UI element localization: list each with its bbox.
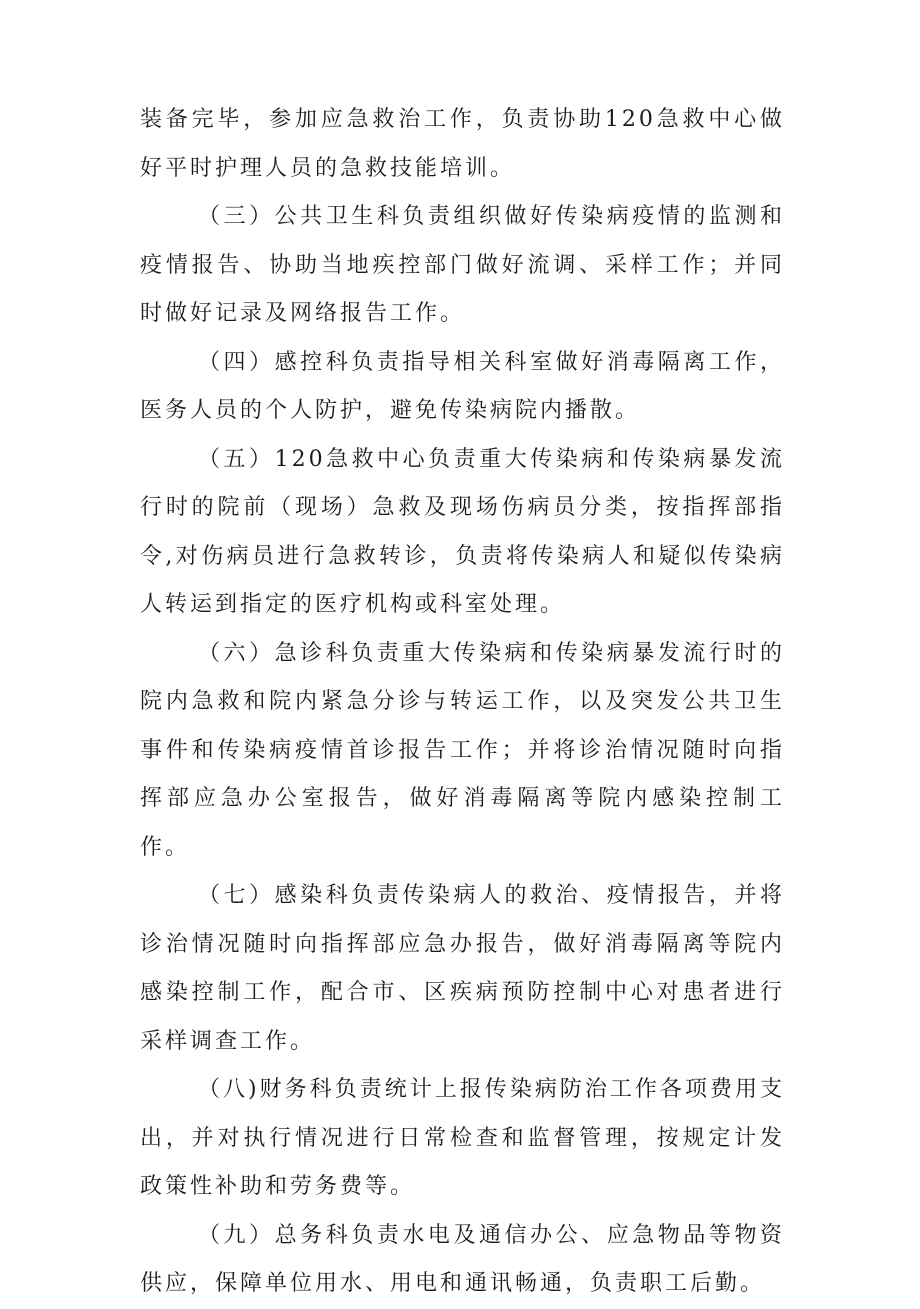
paragraph-general-affairs: （九）总务科负责水电及通信办公、应急物品等物资供应，保障单位用水、用电和通讯畅通，负责职工后勤。: [140, 1222, 785, 1296]
paragraph-continued: 装备完毕，参加应急救治工作，负责协助120急救中心做好平时护理人员的急救技能培训。: [140, 107, 785, 181]
paragraph-emergency-center: （五）120急救中心负责重大传染病和传染病暴发流行时的院前（现场）急救及现场伤病员分类，按指挥部指令,对伤病员进行急救转诊，负责将传染病人和疑似传染病人转运到指定的医疗机构或科室处理。: [140, 446, 785, 617]
paragraph-infection-control: （四）感控科负责指导相关科室做好消毒隔离工作，医务人员的个人防护，避免传染病院内播散。: [140, 349, 785, 423]
paragraph-finance: （八)财务科负责统计上报传染病防治工作各项费用支出，并对执行情况进行日常检查和监督管理，按规定计发政策性补助和劳务费等。: [140, 1077, 785, 1199]
document-body: [140, 96, 785, 1309]
paragraph-public-health: （三）公共卫生科负责组织做好传染病疫情的监测和疫情报告、协助当地疾控部门做好流调、采样工作；并同时做好记录及网络报告工作。: [140, 204, 785, 326]
paragraph-infectious-disease-dept: （七）感染科负责传染病人的救治、疫情报告，并将诊治情况随时向指挥部应急办报告，做好消毒隔离等院内感染控制工作，配合市、区疾病预防控制中心对患者进行采样调查工作。: [140, 883, 785, 1054]
paragraph-emergency-department: （六）急诊科负责重大传染病和传染病暴发流行时的院内急救和院内紧急分诊与转运工作，以及突发公共卫生事件和传染病疫情首诊报告工作；并将诊治情况随时向指挥部应急办公室报告，做好消毒隔离等院内感染控制工作。: [140, 640, 785, 860]
